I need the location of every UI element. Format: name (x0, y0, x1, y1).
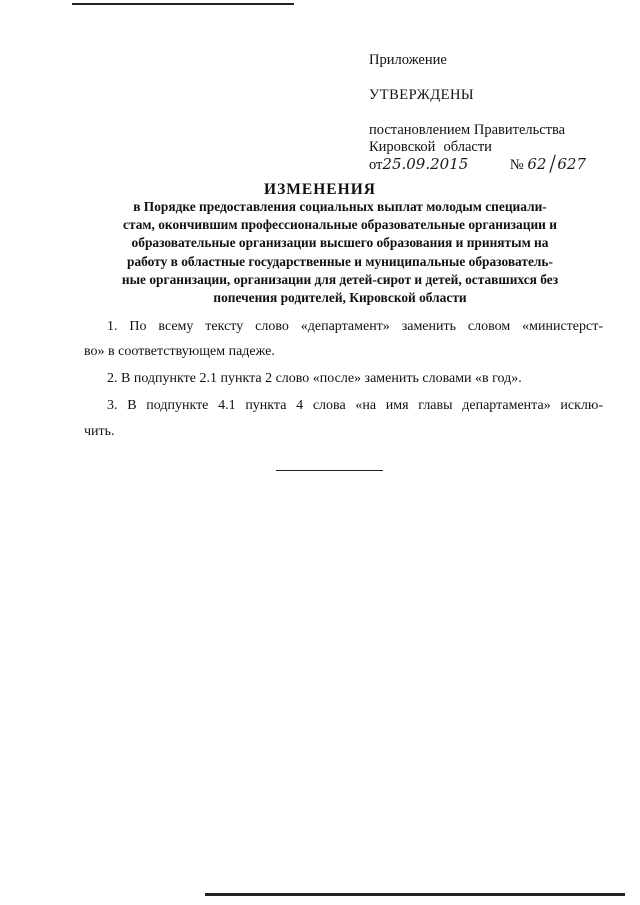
paragraph-3-line-1: 3. В подпункте 4.1 пункта 4 слова «на имя главы департамента» исклю- (107, 398, 603, 413)
approved-by-line: постановлением Правительства (369, 122, 566, 138)
subtitle-line: работу в областные государственные и муниципальные образователь- (127, 253, 553, 269)
subtitle-line: стам, окончившим профессиональные образовательные организации и (123, 217, 557, 233)
subtitle-line: попечения родителей, Кировской области (213, 290, 467, 306)
paragraph-2: 2. В подпункте 2.1 пункта 2 слово «после» заменить словами «в год». (107, 371, 522, 386)
handwritten-slash-icon: / (549, 151, 557, 178)
handwritten-date: 25.09.2015 (382, 155, 469, 173)
region-word-2: области (443, 139, 492, 155)
region-word-1: Кировской (369, 139, 436, 155)
document-subtitle (100, 198, 580, 307)
paragraph-1-line-1: 1. По всему тексту слово «департамент» заменить словом «министерст- (107, 319, 603, 334)
paragraph-1-line-2: во» в соответствующем падеже. (84, 344, 275, 359)
document-title: ИЗМЕНЕНИЯ (264, 181, 376, 198)
handwritten-number-2: 627 (557, 155, 587, 173)
subtitle-line: ные организации, организации для детей-сирот и детей, оставшихся без (121, 271, 559, 287)
subtitle-line: образовательные организации высшего образования и принятым на (131, 235, 549, 251)
number-label: № (509, 157, 524, 173)
subtitle-line: в Порядке предоставления социальных выплат молодым специали- (133, 199, 547, 214)
paragraph-3-line-2: чить. (84, 424, 115, 439)
scan-edge-line-top (72, 3, 294, 5)
handwritten-number-1: 62 (527, 155, 547, 173)
date-prefix: от (369, 157, 383, 173)
date-number-line (369, 151, 619, 178)
approval-block (369, 52, 619, 178)
appendix-label: Приложение (369, 52, 447, 68)
approved-label: УТВЕРЖДЕНЫ (369, 87, 475, 103)
scan-edge-line-bottom (205, 893, 625, 896)
end-divider (276, 470, 383, 471)
region-line (369, 139, 619, 156)
